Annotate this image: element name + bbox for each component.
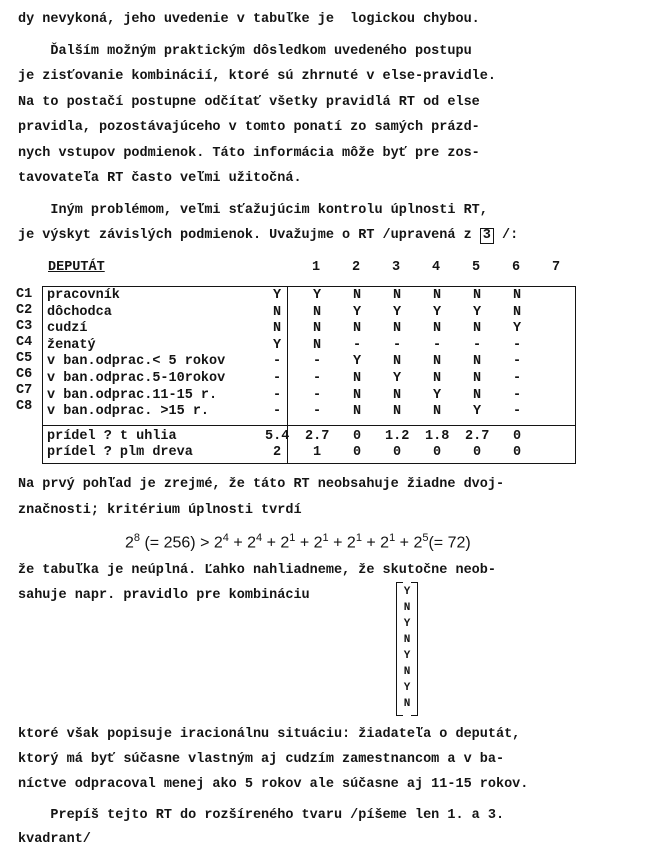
table-cell: - [312, 371, 322, 386]
formula-exponent: 1 [322, 532, 329, 544]
text-line: kvadrant/ [18, 832, 91, 847]
table-cell: N [392, 404, 402, 420]
table-row [43, 371, 575, 387]
formula-exponent: 5 [422, 532, 429, 544]
table-cell: - [512, 354, 522, 370]
table-cell: N [432, 404, 442, 420]
table-cell: N [392, 321, 402, 337]
table-cell: Y [472, 404, 482, 420]
table-cell: N [432, 371, 442, 386]
table-cell: Y [352, 354, 362, 370]
table-cell: N [352, 387, 362, 403]
table-cell: Y [272, 337, 282, 353]
table-cell: N [272, 304, 282, 320]
table-cell: Y [392, 304, 402, 320]
text-line [18, 228, 518, 244]
table-row [43, 445, 575, 461]
formula-part: + 2 [228, 534, 257, 552]
row-label: prídel ? t uhlia [47, 429, 177, 444]
decision-table-header [48, 260, 568, 278]
table-cell: N [352, 288, 362, 303]
formula-part: + 2 [262, 534, 290, 552]
table-cell: N [432, 321, 442, 337]
table-cell: - [272, 354, 282, 370]
table-cell: 0 [472, 445, 482, 460]
table-cell: N [472, 288, 482, 303]
text-line: ktoré však popisuje iracionálnu situáciu: žiadateľa o deputát, [18, 727, 521, 742]
formula-exponent: 8 [133, 532, 141, 544]
formula-part: (= 256) > 2 [140, 534, 223, 552]
formula-exponent: 1 [355, 532, 362, 544]
table-cell: N [392, 288, 402, 303]
table-cell: - [272, 371, 282, 386]
formula-part: + 2 [395, 534, 423, 552]
row-label: v ban.odprac.< 5 rokov [47, 354, 226, 370]
formula-part: + 2 [328, 534, 356, 552]
row-label: v ban.odprac. >15 r. [47, 404, 210, 420]
row-label: v ban.odprac.11-15 r. [47, 387, 218, 403]
text-line: pravidla, pozostávajúceho v tomto ponatí zo samých prázd- [18, 120, 480, 135]
table-cell: N [352, 321, 362, 337]
vector-items [402, 584, 412, 712]
decision-table [42, 286, 576, 464]
table-row [43, 288, 575, 304]
vector-item: N [403, 602, 411, 614]
table-row [43, 354, 575, 370]
text-line: Na to postačí postupne odčítať všetky pravidlá RT od else [18, 95, 480, 110]
text-line: sahuje napr. pravidlo pre kombináciu [18, 588, 310, 603]
combination-vector [396, 582, 418, 716]
text-line: značnosti; kritérium úplnosti tvrdí [18, 503, 302, 518]
condition-id: C3 [16, 319, 33, 334]
text-line: nych vstupov podmienok. Táto informácia môže byť pre zos- [18, 146, 480, 161]
table-cell: - [272, 387, 282, 403]
table-cell: 0 [512, 429, 522, 444]
table-cell: N [312, 321, 322, 337]
vector-item: Y [403, 650, 411, 662]
condition-id: C7 [16, 383, 33, 398]
table-cell: N [432, 354, 442, 370]
row-label: prídel ? plm dreva [47, 445, 193, 460]
table-cell: Y [472, 304, 482, 320]
column-number: 7 [551, 260, 561, 275]
table-cell: N [392, 387, 402, 403]
formula-exponent: 1 [289, 532, 296, 544]
table-cell: N [512, 288, 522, 303]
table-cell: N [472, 354, 482, 370]
formula-part: 2 [125, 534, 134, 552]
text-line: Prepíš tejto RT do rozšíreného tvaru /píšeme len 1. a 3. [18, 808, 505, 823]
table-row [43, 305, 575, 321]
table-cell: Y [272, 288, 282, 303]
column-number: 6 [511, 260, 521, 275]
reference-box: 3 [480, 228, 494, 244]
text-line: níctve odpracoval menej ako 5 rokov ale súčasne aj 11-15 rokov. [18, 777, 529, 792]
vector-item: Y [403, 618, 411, 630]
formula-part: + 2 [295, 534, 323, 552]
condition-id: C6 [16, 367, 33, 382]
table-cell: - [512, 337, 522, 353]
table-cell: N [272, 321, 282, 337]
table-cell: 1.8 [425, 429, 450, 444]
table-cell: Y [392, 371, 402, 386]
table-cell: - [352, 337, 362, 353]
table-cell: Y [512, 321, 522, 337]
formula-part: + 2 [361, 534, 390, 552]
table-cell: Y [432, 304, 442, 320]
text-line: Ďalším možným praktickým dôsledkom uvedeného postupu [18, 44, 472, 59]
table-cell: 0 [432, 445, 442, 460]
table-cell: 0 [512, 445, 522, 460]
row-label: ženatý [47, 337, 96, 353]
text-fragment: je výskyt závislých podmienok. Uvažujme o RT /upravená z [18, 228, 480, 243]
formula-exponent: 4 [222, 532, 229, 544]
table-cell: - [312, 354, 322, 370]
table-cell: - [432, 337, 442, 353]
condition-id: C5 [16, 351, 33, 366]
completeness-formula [125, 532, 471, 552]
table-cell: N [392, 354, 402, 370]
text-line: ktorý má byť súčasne vlastným aj cudzím zamestnancom a v ba- [18, 752, 505, 767]
text-line: dy nevykoná, jeho uvedenie v tabuľke je logickou chybou. [18, 12, 480, 27]
table-cell: Y [312, 288, 322, 303]
vector-item: N [403, 698, 411, 710]
table-cell: Y [352, 304, 362, 320]
table-row [43, 404, 575, 420]
column-number: 3 [391, 260, 401, 275]
text-line: Iným problémom, veľmi sťažujúcim kontrolu úplnosti RT, [18, 203, 488, 218]
table-cell: 2.7 [465, 429, 490, 444]
table-cell: - [512, 404, 522, 420]
table-cell: 1.2 [385, 429, 410, 444]
vector-item: Y [403, 682, 411, 694]
right-bracket [411, 582, 418, 716]
column-number: 1 [311, 260, 321, 275]
row-label: pracovník [47, 288, 120, 303]
table-cell: N [472, 321, 482, 337]
table-cell: Y [432, 387, 442, 403]
table-cell: - [512, 387, 522, 403]
table-cell: - [472, 337, 482, 353]
formula-exponent: 4 [256, 532, 263, 544]
text-line: že tabuľka je neúplná. Ľahko nahliadneme, že skutočne neob- [18, 563, 496, 578]
table-cell: 2 [272, 445, 282, 460]
row-label: dôchodca [47, 304, 112, 320]
condition-id: C2 [16, 303, 33, 318]
column-number: 4 [431, 260, 441, 275]
text-line: tavovateľa RT často veľmi užitočná. [18, 171, 302, 186]
text-line: Na prvý pohľad je zrejmé, že táto RT neobsahuje žiadne dvoj- [18, 477, 505, 492]
table-cell: - [512, 371, 522, 386]
condition-id: C8 [16, 399, 33, 414]
text-line: je zisťovanie kombinácií, ktoré sú zhrnuté v else-pravidle. [18, 69, 496, 84]
table-row [43, 429, 575, 445]
table-cell: 1 [312, 445, 322, 460]
table-cell: 2.7 [305, 429, 330, 444]
table-cell: - [312, 404, 322, 420]
table-row [43, 388, 575, 404]
table-cell: - [392, 337, 402, 353]
table-cell: - [272, 404, 282, 420]
column-number: 2 [351, 260, 361, 275]
table-cell: 0 [352, 445, 362, 460]
table-cell: N [472, 387, 482, 403]
table-cell: N [432, 288, 442, 303]
column-number: 5 [471, 260, 481, 275]
vector-item: N [403, 666, 411, 678]
table-title: DEPUTÁT [48, 260, 105, 275]
table-cell: N [472, 371, 482, 386]
text-fragment: /: [493, 228, 519, 243]
formula-part: (= 72) [428, 534, 471, 552]
table-cell: 5.4 [265, 429, 290, 444]
row-label: v ban.odprac.5-10rokov [47, 371, 226, 386]
table-cell: 0 [352, 429, 362, 444]
row-label: cudzí [47, 321, 88, 337]
table-cell: N [512, 304, 522, 320]
table-divider-horizontal [43, 425, 575, 426]
vector-item: N [403, 634, 411, 646]
condition-id: C4 [16, 335, 33, 350]
table-cell: N [352, 371, 362, 386]
table-cell: N [312, 337, 322, 353]
table-cell: - [312, 387, 322, 403]
vector-item: Y [403, 586, 411, 598]
table-cell: N [312, 304, 322, 320]
condition-id: C1 [16, 287, 33, 302]
table-cell: N [352, 404, 362, 420]
formula-exponent: 1 [389, 532, 396, 544]
table-row [43, 338, 575, 354]
table-cell: 0 [392, 445, 402, 460]
table-row [43, 321, 575, 337]
